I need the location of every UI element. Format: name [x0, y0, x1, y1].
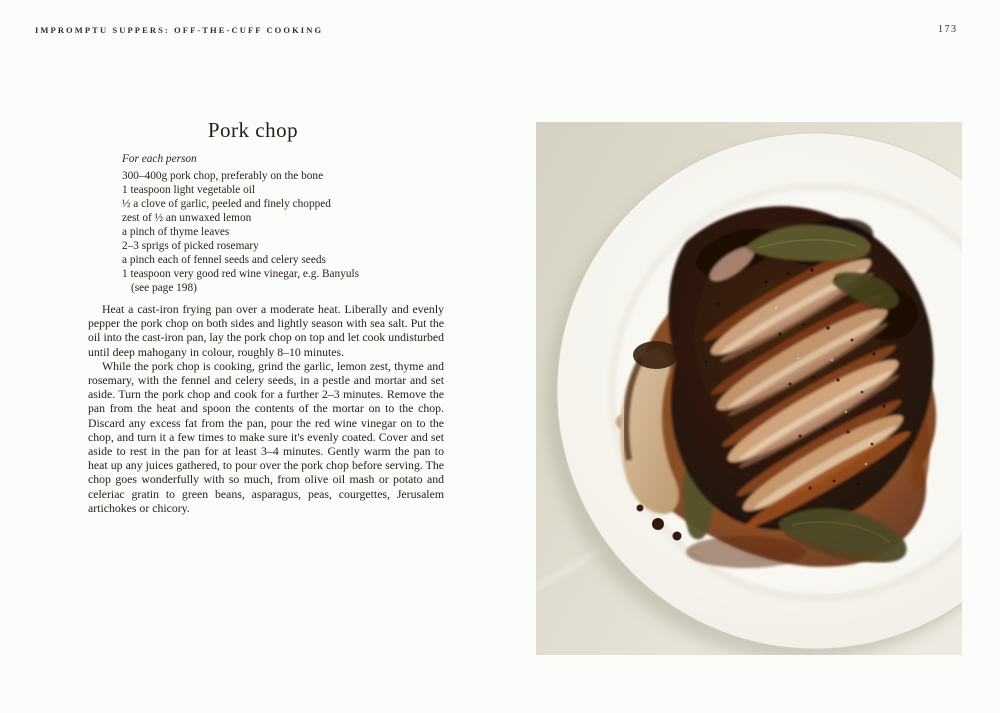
- ingredient-note-row: [122, 281, 452, 295]
- method-paragraph: Heat a cast-iron frying pan over a moderate heat. Liberally and evenly pepper the pork chop on both sides and lightly season with sea salt. Put the oil into the cast-iron pan, lay the pork chop on top and let cook undisturbed until deep mahogany in colour, roughly 8–10 minutes.: [88, 302, 444, 359]
- ingredient-line: a pinch of thyme leaves: [122, 226, 230, 238]
- ingredients-list: [122, 169, 452, 281]
- ingredient-line: 300–400g pork chop, preferably on the bone: [122, 170, 324, 182]
- ingredient-line: zest of ½ an unwaxed lemon: [122, 212, 252, 224]
- method-paragraph: While the pork chop is cooking, grind the garlic, lemon zest, thyme and rosemary, with the fennel and celery seeds, in a pestle and mortar and set aside. Turn the pork chop and cook for a further 2–3 minutes. Remove the pan from the heat and spoon the contents of the mortar on to the chop. Discard any excess fat from the pan, pour the red wine vinegar on to the chop, and turn it a few times to make sure it's evenly coated. Cover and set aside to rest in the pan for at least 3–4 minutes. Gently warm the pan to heat up any juices gathered, to pour over the pork chop before serving. The chop goes wonderfully with so much, from olive oil mash or potato and celeriac gratin to green beans, asparagus, peas, courgettes, Jerusalem artichokes or chicory.: [88, 358, 444, 515]
- ingredient-line: 2–3 sprigs of picked rosemary: [122, 240, 259, 252]
- method: [88, 302, 444, 515]
- photo-svg: [536, 122, 962, 655]
- ingredient-note: (see page 198): [131, 282, 197, 294]
- ingredient-line: a pinch each of fennel seeds and celery seeds: [122, 254, 326, 266]
- serving-note: For each person: [122, 153, 197, 165]
- ingredient-line: 1 teaspoon light vegetable oil: [122, 184, 256, 196]
- recipe-title: Pork chop: [207, 118, 299, 142]
- ingredient-line: 1 teaspoon very good red wine vinegar, e.g. Banyuls: [122, 268, 360, 280]
- recipe-photo: [536, 122, 962, 655]
- running-header: IMPROMPTU SUPPERS: OFF-THE-CUFF COOKING: [35, 25, 324, 35]
- ingredient-line: ½ a clove of garlic, peeled and finely chopped: [122, 198, 331, 210]
- page-number: 173: [938, 24, 958, 35]
